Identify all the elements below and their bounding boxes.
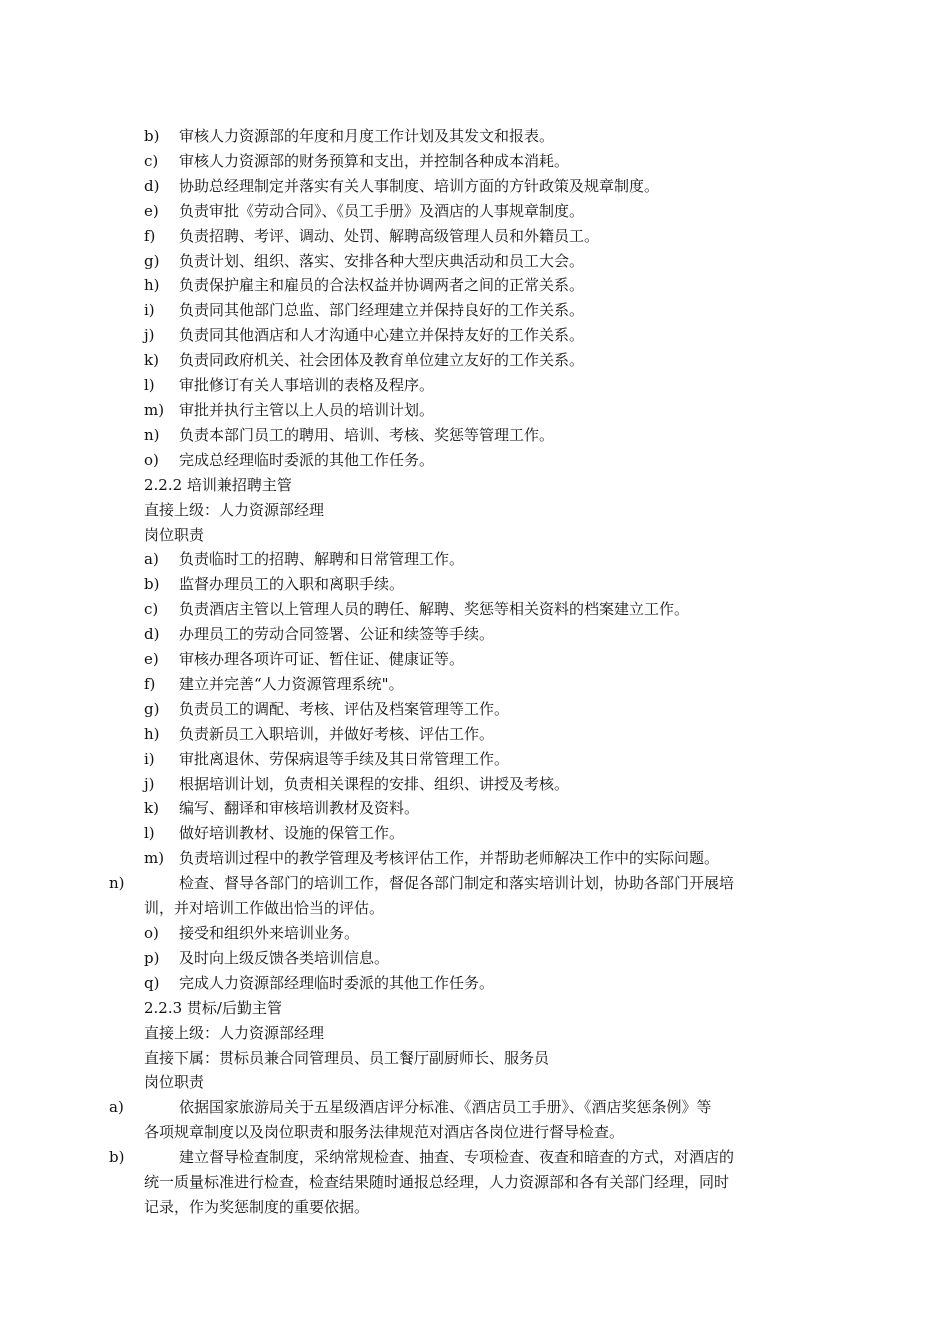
list-item xyxy=(144,622,814,647)
list-marker: c) xyxy=(144,600,159,619)
list-item-text: 负责培训过程中的教学管理及考核评估工作，并帮助老师解决工作中的实际问题。 xyxy=(179,849,720,868)
list-marker: l) xyxy=(144,376,155,395)
list-item-text: 负责同政府机关、社会团体及教育单位建立友好的工作关系。 xyxy=(179,351,585,370)
list-marker: a) xyxy=(109,1098,124,1117)
list-marker: h) xyxy=(144,276,160,295)
list-item xyxy=(144,124,814,149)
list-item xyxy=(144,323,814,348)
list-item-text: 负责同其他酒店和人才沟通中心建立并保持友好的工作关系。 xyxy=(179,326,585,345)
list-item-text: 负责招聘、考评、调动、处罚、解聘高级管理人员和外籍员工。 xyxy=(179,226,600,245)
list-item-text: 及时向上级反馈各类培训信息。 xyxy=(179,948,390,967)
list-item-text-line2: 训，并对培训工作做出恰当的评估。 xyxy=(144,899,385,918)
list-item-text: 负责临时工的招聘、解聘和日常管理工作。 xyxy=(179,550,465,569)
list-item-text: 审核人力资源部的财务预算和支出，并控制各种成本消耗。 xyxy=(179,151,570,170)
list-item xyxy=(144,448,814,473)
list-item xyxy=(144,273,814,298)
list-marker: e) xyxy=(144,650,159,669)
list-item xyxy=(144,672,814,697)
list-item-text: 监督办理员工的入职和离职手续。 xyxy=(179,575,405,594)
list-item xyxy=(144,846,814,871)
list-marker: p) xyxy=(144,948,160,967)
list-marker: b) xyxy=(144,575,160,594)
list-marker: n) xyxy=(144,425,160,444)
list-item xyxy=(144,423,814,448)
list-item-text: 审批并执行主管以上人员的培训计划。 xyxy=(179,400,435,419)
list-item xyxy=(144,821,814,846)
list-marker: c) xyxy=(144,151,159,170)
list-item-text-line2: 各项规章制度以及岗位职责和服务法律规范对酒店各岗位进行督导检查。 xyxy=(144,1123,625,1142)
list-marker: f) xyxy=(144,674,156,693)
list-item-text: 做好培训教材、设施的保管工作。 xyxy=(179,824,405,843)
direct-superior-222: 直接上级：人力资源部经理 xyxy=(144,500,325,519)
list-item xyxy=(144,174,814,199)
list-marker: f) xyxy=(144,226,156,245)
list-marker: i) xyxy=(144,749,155,768)
duties-list-training-supervisor xyxy=(109,547,814,995)
list-item-text: 负责保护雇主和雇员的合法权益并协调两者之间的正常关系。 xyxy=(179,276,585,295)
list-item-text: 建立并完善“人力资源管理系统"。 xyxy=(179,674,404,693)
direct-superior-223: 直接上级：人力资源部经理 xyxy=(144,1023,325,1042)
list-marker: g) xyxy=(144,699,160,718)
list-item xyxy=(144,373,814,398)
list-item xyxy=(144,697,814,722)
list-item xyxy=(109,871,814,921)
list-marker: h) xyxy=(144,724,160,743)
list-marker: m) xyxy=(144,849,165,868)
list-item xyxy=(144,971,814,996)
list-item-text: 办理员工的劳动合同签署、公证和续签等手续。 xyxy=(179,625,495,644)
list-item xyxy=(144,249,814,274)
list-item-text: 完成总经理临时委派的其他工作任务。 xyxy=(179,450,435,469)
list-marker: m) xyxy=(144,400,165,419)
list-item-text: 完成人力资源部经理临时委派的其他工作任务。 xyxy=(179,973,495,992)
list-item xyxy=(144,647,814,672)
list-item xyxy=(144,597,814,622)
list-item-text-line1: 检查、督导各部门的培训工作，督促各部门制定和落实培训计划，协助各部门开展培 xyxy=(179,874,735,893)
list-item-text: 编写、翻译和审核培训教材及资料。 xyxy=(179,799,420,818)
list-item-text: 负责审批《劳动合同》、《员工手册》及酒店的人事规章制度。 xyxy=(179,201,585,220)
list-marker: n) xyxy=(109,874,125,893)
list-item-text: 接受和组织外来培训业务。 xyxy=(179,924,360,942)
list-item xyxy=(144,722,814,747)
list-item xyxy=(144,946,814,971)
list-marker: b) xyxy=(109,1148,125,1167)
list-item xyxy=(109,1095,814,1145)
list-item xyxy=(144,348,814,373)
list-marker: b) xyxy=(144,127,160,145)
list-marker: d) xyxy=(144,625,160,644)
duties-list-compliance-supervisor xyxy=(109,1095,814,1220)
list-marker: g) xyxy=(144,251,160,270)
list-item-text: 审核办理各项许可证、暂住证、健康证等。 xyxy=(179,650,465,669)
list-item xyxy=(109,1145,814,1220)
list-marker: o) xyxy=(144,924,159,942)
list-item xyxy=(144,149,814,174)
list-marker: k) xyxy=(144,799,159,818)
list-item xyxy=(144,772,814,797)
list-item-text: 负责同其他部门总监、部门经理建立并保持良好的工作关系。 xyxy=(179,301,585,320)
list-item xyxy=(144,298,814,323)
list-marker: o) xyxy=(144,450,159,469)
list-marker: q) xyxy=(144,973,160,992)
document-page xyxy=(109,124,814,1220)
list-marker: a) xyxy=(144,550,159,569)
list-item xyxy=(144,547,814,572)
list-marker: i) xyxy=(144,301,155,320)
section-heading-222: 2.2.2 培训兼招聘主管 xyxy=(144,475,292,494)
list-item-text: 审批离退休、劳保病退等手续及其日常管理工作。 xyxy=(179,749,510,768)
list-item-text: 根据培训计划，负责相关课程的安排、组织、讲授及考核。 xyxy=(179,774,570,793)
list-item xyxy=(144,398,814,423)
list-marker: d) xyxy=(144,176,160,195)
list-item-text: 协助总经理制定并落实有关人事制度、培训方面的方针政策及规章制度。 xyxy=(179,176,660,195)
direct-subordinates-223: 直接下属：贯标员兼合同管理员、员工餐厅副厨师长、服务员 xyxy=(144,1048,550,1067)
list-item-text-line1: 依据国家旅游局关于五星级酒店评分标准、《酒店员工手册》、《酒店奖惩条例》等 xyxy=(179,1098,712,1117)
duties-title-223: 岗位职责 xyxy=(144,1073,205,1092)
list-item xyxy=(144,199,814,224)
list-item xyxy=(144,921,814,946)
duties-list-hr-manager xyxy=(144,124,814,473)
list-item-text: 负责本部门员工的聘用、培训、考核、奖惩等管理工作。 xyxy=(179,425,555,444)
list-item xyxy=(144,224,814,249)
list-item-text: 审批修订有关人事培训的表格及程序。 xyxy=(179,376,435,395)
list-marker: e) xyxy=(144,201,159,220)
list-item-text: 审核人力资源部的年度和月度工作计划及其发文和报表。 xyxy=(179,127,555,145)
list-item xyxy=(144,572,814,597)
list-item-text: 负责计划、组织、落实、安排各种大型庆典活动和员工大会。 xyxy=(179,251,585,270)
list-item-text: 负责新员工入职培训，并做好考核、评估工作。 xyxy=(179,724,495,743)
list-marker: k) xyxy=(144,351,159,370)
duties-title-222: 岗位职责 xyxy=(144,525,205,544)
list-item-text: 负责酒店主管以上管理人员的聘任、解聘、奖惩等相关资料的档案建立工作。 xyxy=(179,600,690,619)
list-marker: j) xyxy=(144,326,155,345)
list-item-text-line2: 统一质量标准进行检查，检查结果随时通报总经理，人力资源部和各有关部门经理，同时 xyxy=(144,1173,730,1192)
list-item-text-line1: 建立督导检查制度，采纳常规检查、抽查、专项检查、夜查和暗查的方式，对酒店的 xyxy=(179,1148,735,1167)
list-item-text: 负责员工的调配、考核、评估及档案管理等工作。 xyxy=(179,699,510,718)
list-item-text-line3: 记录，作为奖惩制度的重要依据。 xyxy=(144,1197,370,1216)
list-marker: j) xyxy=(144,774,155,793)
list-item xyxy=(144,747,814,772)
section-heading-223: 2.2.3 贯标/后勤主管 xyxy=(144,998,282,1017)
list-item xyxy=(144,796,814,821)
list-marker: l) xyxy=(144,824,155,843)
